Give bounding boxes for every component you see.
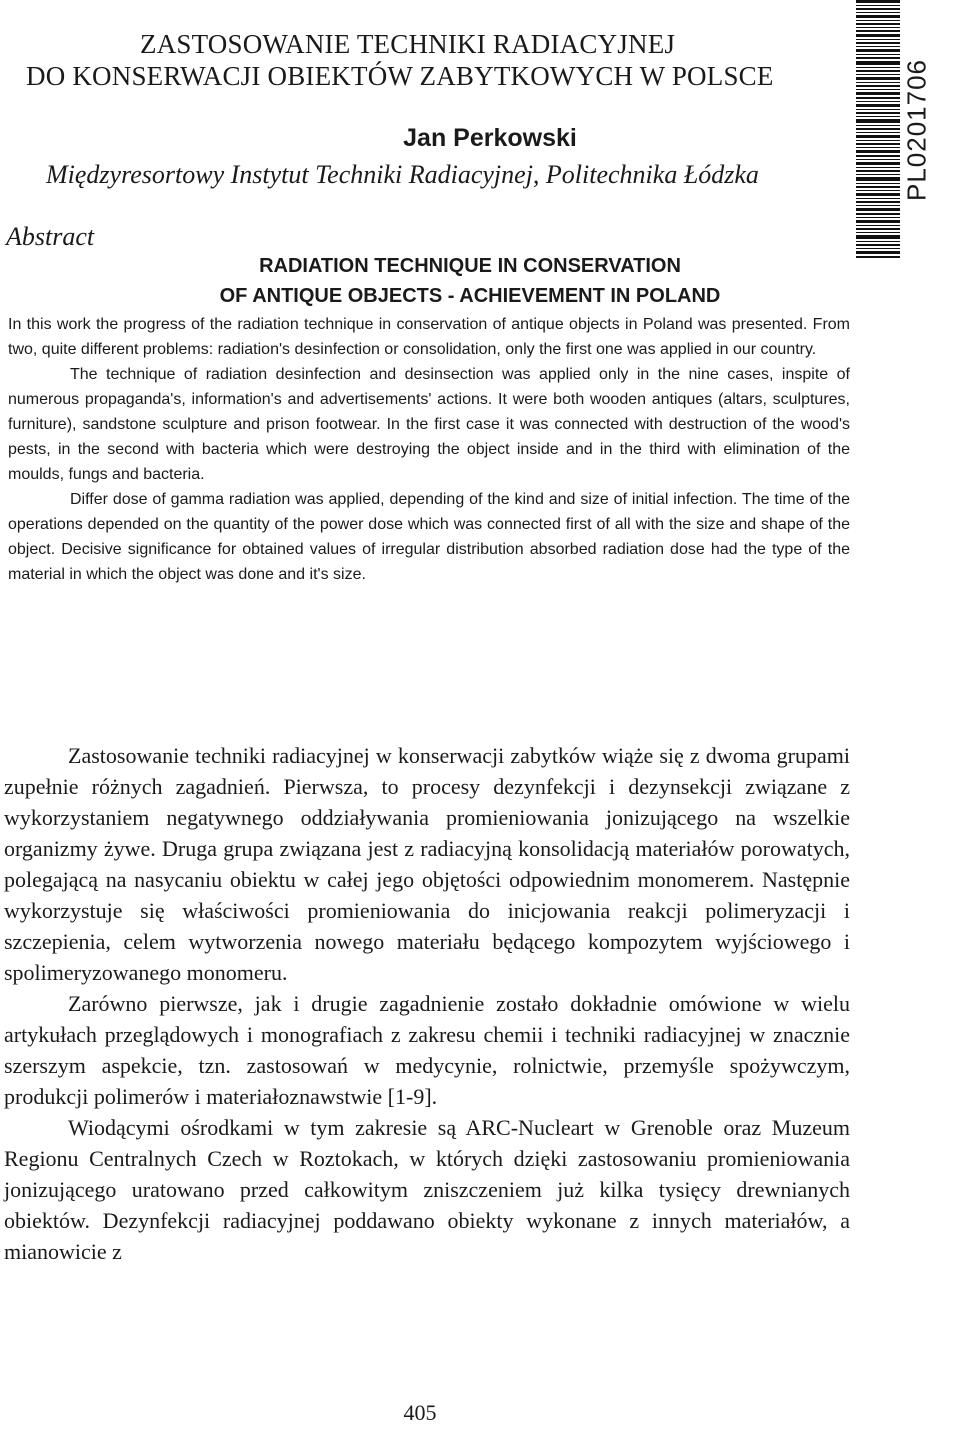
report-code [900,30,934,230]
abstract-text [8,312,850,587]
page-number: 405 [403,1400,437,1425]
body-paragraph: Zarówno pierwsze, jak i drugie zagadnienie zostało dokładnie omówione w wielu artykułach przeglądowych i monografiach z zakresu chemii i techniki radiacyjnej w znacznie szerszym aspekcie, tzn. zastosowań w medycynie, rolnictwie, przemyśle spożywczym, produkcji polimerów i materiałoznawstwie [1-9]. [4,991,850,1109]
abstract-label: Abstract [6,222,95,251]
barcode-icon [856,0,900,258]
author-affiliation: Międzyresortowy Instytut Techniki Radiacyjnej, Politechnika Łódzka [46,160,759,189]
report-code-text: PL0201706 [901,58,932,202]
title-line-1: ZASTOSOWANIE TECHNIKI RADIACYJNEJ [140,29,676,59]
abstract-title-line-2: OF ANTIQUE OBJECTS - ACHIEVEMENT IN POLAND [219,285,721,307]
abstract-paragraph: In this work the progress of the radiation technique in conservation of antique objects in Poland was presented. From two, quite different problems: radiation's desinfection or consolidation, only the first one was applied in our country. [8,316,850,358]
author-name [0,124,960,153]
abstract-paragraph: Differ dose of gamma radiation was applied, depending of the kind and size of initial infection. The time of the operations depended on the quantity of the power dose which was connected first of all with the size and shape of the object. Decisive significance for obtained values of irregular distribution absorbed radiation dose had the type of the material in which the object was done and it's size. [8,491,850,583]
body-paragraph: Zastosowanie techniki radiacyjnej w konserwacji zabytków wiąże się z dwoma grupami zupełnie różnych zagadnień. Pierwsza, to procesy dezynfekcji i dezynsekcji związane z wykorzystaniem negatywnego oddziaływania promieniowania jonizującego na wszelkie organizmy żywe. Druga grupa związana jest z radiacyjną konsolidacją materiałów porowatych, polegającą na nasycaniu obiektu w całej jego objętości odpowiednim monomerem. Następnie wykorzystuje się właściwości promieniowania do inicjowania reakcji polimeryzacji i szczepienia, celem wytworzenia nowego materiału będącego kompozytem wyjściowego i spolimeryzowanego monomeru. [4,743,850,985]
author-name-text: Jan Perkowski [403,124,577,152]
body-text [4,740,850,1267]
abstract-title-line-1: RADIATION TECHNIQUE IN CONSERVATION [259,255,681,277]
title-line-2: DO KONSERWACJI OBIEKTÓW ZABYTKOWYCH W POLSCE [26,61,774,91]
abstract-paragraph: The technique of radiation desinfection and desinsection was applied only in the nine cases, inspite of numerous propaganda's, information's and advertisements' actions. It were both wooden antiques (altars, sculptures, furniture), sandstone sculpture and prison footwear. In the first case it was connected with destruction of the wood's pests, in the second with bacteria which were destroying the object inside and in the third with elimination of the moulds, fungs and bacteria. [8,366,850,483]
body-paragraph: Wiodącymi ośrodkami w tym zakresie są ARC-Nucleart w Grenoble oraz Muzeum Regionu Centralnych Czech w Roztokach, w których dzięki zastosowaniu promieniowania jonizującego uratowano przed całkowitym zniszczeniem już kilka tysięcy drewnianych obiektów. Dezynfekcji radiacyjnej poddawano obiekty wykonane z innych materiałów, a mianowicie z [4,1115,850,1264]
